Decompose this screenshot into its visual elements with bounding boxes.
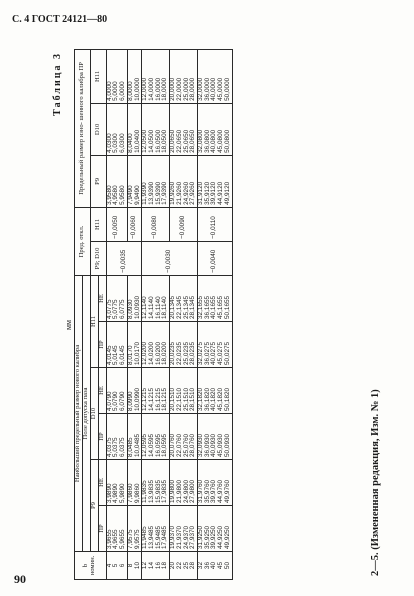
cell-d10-pr: 32,0930 36,0930 40,0930 45,0930 50,0930: [198, 414, 233, 460]
cell-h11-ne: 4,0775 5,0775 6,0775: [106, 275, 127, 321]
col-worn-p9: Р9: [90, 155, 106, 207]
cell-worn-h11: 8,0000 10,0000: [127, 49, 141, 103]
gauge-table: [74, 49, 233, 580]
cell-worn-p9: 11,9390 13,9390 15,9390 17,9390: [142, 155, 170, 207]
col-p9: Р9: [90, 460, 98, 552]
cell-dev-pd: −0,0040: [198, 241, 233, 275]
cell-h11-pr: 12,0200 14,0200 16,0200 18,0200: [142, 322, 170, 368]
cell-worn-d10: 8,0400 10,0400: [127, 103, 141, 155]
cell-d10-ne: 8,0990 10,0990: [127, 368, 141, 414]
cell-dev-h11: −0,0050: [106, 207, 127, 241]
col-wear-h11: H11: [90, 207, 106, 241]
rotated-table-area: [52, 50, 397, 580]
cell-b: 12 14 16 18: [142, 552, 170, 580]
table-caption: Таблица 3: [52, 52, 63, 116]
cell-worn-h11: 32,0000 36,0000 40,0000 45,0000 50,0000: [198, 49, 233, 103]
cell-worn-h11: 4,0000 5,0000 6,0000: [106, 49, 127, 103]
cell-d10-pr: 8,0485 10,0485: [127, 414, 141, 460]
cell-h11-ne: 20,1345 22,1345 25,1345 28,1345: [170, 275, 198, 321]
cell-p9-pr: 11,9485 13,9485 15,9485 17,9485: [142, 506, 170, 552]
cell-p9-pr: 31,9250 35,9250 39,9250 44,9250 49,9250: [198, 506, 233, 552]
cell-worn-h11: 12,0000 14,0000 16,0000 18,0000: [142, 49, 170, 103]
cell-h11-pr: 20,0235 22,0235 25,0235 28,0235: [170, 322, 198, 368]
col-largest-new: Наибольший предельный размер нового калибра: [75, 275, 83, 551]
cell-worn-h11: 20,0000 22,0000 25,0000 28,0000: [170, 49, 198, 103]
col-worn-d10: D10: [90, 103, 106, 155]
cell-h11-pr: 32,0275 36,0275 40,0275 45,0275 50,0275: [198, 322, 233, 368]
cell-p9-ne: 19,9800 21,9800 24,9800 27,9800: [170, 460, 198, 506]
cell-dev-pd: −0,0035: [106, 241, 142, 275]
cell-b: 8 10: [127, 552, 141, 580]
cell-p9-ne: 3,9890 4,9890 5,9890: [106, 460, 127, 506]
cell-h11-ne: 12,1140 14,1140 16,1140 18,1140: [142, 275, 170, 321]
cell-p9-ne: 7,9860 9,9860: [127, 460, 141, 506]
cell-p9-ne: 31,9760 35,9760 39,9760 44,9760 49,9760: [198, 460, 233, 506]
table-row: [198, 49, 233, 579]
cell-p9-ne: 11,9835 13,9835 15,9835 17,9835: [142, 460, 170, 506]
cell-h11-pr: 8,0170 10,0170: [127, 322, 141, 368]
cell-worn-p9: 3,9580 4,9580 5,9580: [106, 155, 127, 207]
cell-d10-ne: 32,1820 36,1820 40,1820 45,1820 50,1820: [198, 368, 233, 414]
col-worn-h11: H11: [90, 49, 106, 103]
col-p9-ne: НЕ: [98, 460, 106, 506]
revision-note: 2—5. (Измененная редакция, Изм. № 1): [370, 389, 381, 576]
cell-p9-pr: 7,9575 9,9575: [127, 506, 141, 552]
cell-d10-pr: 12,0595 14,0595 16,0595 18,0595: [142, 414, 170, 460]
cell-d10-ne: 4,0790 5,0790 6,0790: [106, 368, 127, 414]
cell-worn-d10: 4,0300 5,0300 6,0300: [106, 103, 127, 155]
cell-b: 4 5 6: [106, 552, 127, 580]
cell-d10-ne: 12,1215 14,1215 16,1215 18,1215: [142, 368, 170, 414]
col-b-nomin: b номин.: [75, 552, 107, 580]
cell-h11-ne: 8,0930 10,0930: [127, 275, 141, 321]
table-row: [106, 49, 127, 579]
cell-worn-p9: 7,9490 9,9490: [127, 155, 141, 207]
table-row: [142, 49, 170, 579]
cell-dev-h11: −0,0060: [127, 207, 141, 241]
cell-d10-pr: 4,0375 5,0375 6,0375: [106, 414, 127, 460]
col-d10-pr: ПР: [98, 414, 106, 460]
col-wear-p9d10: Р9; D10: [90, 241, 106, 275]
col-field-tolerance: Поле допуска паза: [82, 275, 90, 551]
col-wear-dev: Пред. откл.: [75, 207, 91, 275]
cell-worn-d10: 32,0800 36,0800 40,0800 45,0800 50,0800: [198, 103, 233, 155]
col-worn-pr: Предельный размер изно- шенного калибра ПР: [75, 49, 91, 207]
cell-dev-h11: −0,0110: [198, 207, 233, 241]
col-d10: D10: [90, 368, 98, 460]
col-d10-ne: НЕ: [98, 368, 106, 414]
units-label: мм: [64, 319, 73, 330]
col-h11-pr: ПР: [98, 322, 106, 368]
col-h11-ne: НЕ: [98, 275, 106, 321]
table-row: [127, 49, 141, 579]
cell-worn-p9: 31,9120 35,9120 39,9120 44,9120 49,9120: [198, 155, 233, 207]
cell-p9-pr: 19,9370 21,9370 24,9370 27,9370: [170, 506, 198, 552]
cell-b: 20 22 25 28: [170, 552, 198, 580]
col-p9-pr: ПР: [98, 506, 106, 552]
cell-worn-d10: 12,0500 14,0500 16,0500 18,0500: [142, 103, 170, 155]
cell-dev-h11: −0,0080: [142, 207, 170, 241]
table-wrapper: [74, 50, 233, 580]
cell-p9-pr: 3,9655 4,9655 5,9655: [106, 506, 127, 552]
page-number: 90: [14, 572, 26, 586]
cell-b: 32 36 40 45 50: [198, 552, 233, 580]
cell-h11-ne: 32,1655 36,1655 40,1655 45,1655 50,1655: [198, 275, 233, 321]
col-h11: H11: [90, 275, 98, 367]
page-header: С. 4 ГОСТ 24121—80: [12, 14, 108, 25]
cell-d10-ne: 20,1510 22,1510 25,1510 28,1510: [170, 368, 198, 414]
cell-h11-pr: 4,0145 5,0145 6,0145: [106, 322, 127, 368]
cell-worn-p9: 19,9260 21,9260 24,9260 27,9260: [170, 155, 198, 207]
table-row: [170, 49, 198, 579]
cell-d10-pr: 20,0760 22,0760 25,0760 28,0760: [170, 414, 198, 460]
cell-dev-h11: −0,0090: [170, 207, 198, 241]
cell-dev-pd: −0,0030: [142, 241, 198, 275]
cell-worn-d10: 20,0650 22,0650 25,0650 28,0650: [170, 103, 198, 155]
